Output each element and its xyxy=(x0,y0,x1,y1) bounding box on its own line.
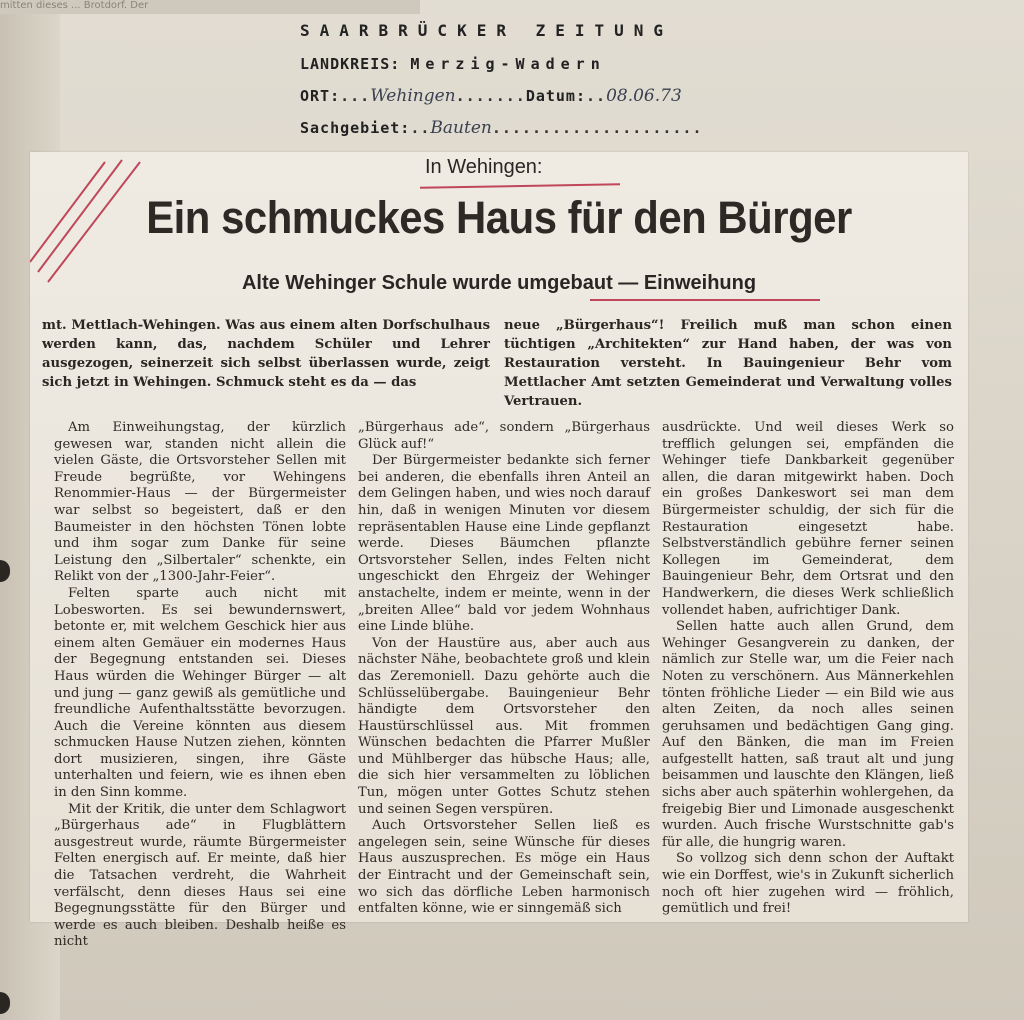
date-value: 08.06.73 xyxy=(606,86,682,106)
paragraph: Am Einweihungstag, der kürzlich gewesen war, standen nicht allein die vielen Gäste, die Ortsvorsteher Sellen mit Freude begrüßte, vor Wehingens Renommier-Haus — der Bürgermeister war selbst so begeistert, daß er den Baumeister in den höchsten Tönen lobte und ihm sogar zum Danke für seine Leistung den „Silbertaler“ schenkte, ein Relikt von der „1300-Jahr-Feier“. xyxy=(54,420,346,585)
subject-label: Sachgebiet: xyxy=(300,119,411,137)
newspaper-clipping xyxy=(30,152,968,950)
subject-row: Sachgebiet:..Bauten..................... xyxy=(300,118,703,138)
lead-left: mt. Mettlach-Wehingen. Was aus einem alten Dorfschulhaus werden kann, das, nachdem Schüler und Lehrer ausgezogen, seinerzeit sich selbst überlassen wurde, zeigt sich jetzt in Wehingen. Schmuck steht es da — das xyxy=(42,318,490,390)
place-value: Wehingen xyxy=(370,86,456,106)
paragraph: Mit der Kritik, die unter dem Schlagwort „Bürgerhaus ade“ in Flugblättern ausgestreut wurde, räumte Bürgermeister Felten energisch auf. Er meinte, daß hier die Tatsachen verdreht, die Wahrheit verfälscht, denn dieses Haus sei eine Begegnungsstätte für den Bürger und werde es auch bleiben. Deshalb heiße es nicht xyxy=(54,801,346,950)
newspaper-name: SAARBRÜCKER ZEITUNG xyxy=(300,21,674,40)
district-row xyxy=(300,48,820,80)
column-1 xyxy=(54,420,346,950)
paragraph: Felten sparte auch nicht mit Lobesworten. Es sei bewundernswert, betonte er, mit welchem Geschick hier aus einem alten Gemäuer ein modernes Haus der Begegnung entstanden sei. Dieses Haus würden die Wehinger Bürger — alt und jung — ganz gewiß als gemütliche und freundliche Aufenthaltsstätte bevorzugen. Auch die Vereine könnten aus diesem schmucken Hause Nutzen ziehen, könnten dort musizieren, singen, ihre Gäste unterhalten und feiern, wie es ihnen eben in den Sinn komme. xyxy=(54,585,346,801)
column-2 xyxy=(358,420,650,915)
lead-right: neue „Bürgerhaus“! Freilich muß man schon einen tüchtigen „Architekten“ zur Hand haben, der was von Restauration versteht. In Bauingenieur Behr vom Mettlacher Amt setzten Gemeinderat und Verwaltung volles Vertrauen. xyxy=(504,318,952,409)
paragraph: Der Bürgermeister bedankte sich ferner bei anderen, die ebenfalls ihren Anteil an dem Gelingen haben, und wies noch darauf hin, daß in wenigen Minuten vor diesem repräsentablen Hause eine Linde gepflanzt werde. Dieses Bäumchen pflanzte Ortsvorsteher Sellen, indes Felten nicht ungeschickt den Ehrgeiz der Wehinger anstachelte, indem er meinte, wenn in der „breiten Allee“ bald vor jedem Wohnhaus eine Linde blühe. xyxy=(358,453,650,635)
district-value: Merzig-Wadern xyxy=(410,55,606,73)
paragraph: „Bürgerhaus ade“, sondern „Bürgerhaus Glück auf!“ xyxy=(358,420,650,452)
paragraph: Von der Haustüre aus, aber auch aus nächster Nähe, beobachtete groß und klein das Zeremoniell. Dazu gehörte auch die Schlüsselübergabe. Bauingenieur Behr händigte dem Ortsvorsteher den Haustürschlüssel aus. Mit frommen Wünschen bedachten die Pfarrer Mußler und Mühlberger das hübsche Haus; alle, die sich hier versammelten zu löblichen Tun, mögen unter Gottes Schutz stehen und seinen Segen verspüren. xyxy=(358,635,650,817)
article-subheadline: Alte Wehinger Schule wurde umgebaut — Einweihung xyxy=(241,272,757,294)
previous-clipping-strip: mitten dieses ... Brotdorf. Der xyxy=(0,0,420,14)
article-body xyxy=(54,420,954,950)
place-date-row: ORT:...Wehingen.......Datum:..08.06.73 xyxy=(300,86,682,106)
date-label: Datum: xyxy=(525,87,586,105)
red-underline-icon xyxy=(420,183,620,188)
paragraph: Auch Ortsvorsteher Sellen ließ es angelegen sein, seine Wünsche für dieses Haus auszusprechen. Es möge ein Haus der Eintracht und der Gemeinschaft sein, wo sich das dörfliche Leben harmonisch entfalten könne, wie er sinngemäß sich xyxy=(358,818,650,917)
archive-stamp xyxy=(300,14,820,144)
red-underline-icon xyxy=(590,299,820,301)
column-3 xyxy=(662,420,954,915)
district-label: LANDKREIS: xyxy=(300,55,401,73)
paragraph: ausdrückte. Und weil dieses Werk so trefflich gelungen sei, empfänden die Wehinger tiefe Dankbarkeit gegenüber allen, die daran mitgewirkt haben. Doch ein großes Dankeswort sei man dem Bürgermeister schuldig, der sich für die Restauration eingesetzt habe. Selbstverständlich gebühre ferner seinen Kollegen im Gemeinderat, dem Bauingenieur Behr, dem Ortsrat und den Handwerkern, die dieses Werk schließlich vollendet haben, aufrichtiger Dank. xyxy=(662,420,954,618)
article-headline: Ein schmuckes Haus für den Bürger xyxy=(146,192,852,243)
place-label: ORT: xyxy=(300,87,341,105)
article-lead xyxy=(42,316,952,411)
article-kicker: In Wehingen: xyxy=(425,156,543,178)
paragraph: Sellen hatte auch allen Grund, dem Wehinger Gesangverein zu danken, der nämlich zur Stelle war, um die Feier nach Noten zu verschönern. Aus Männerkehlen tönten fröhliche Lieder — ein Bild wie aus alten Zeiten, da noch alles seinen geruhsamen und bedächtigen Gang ging. Auf den Bänken, die man im Freien aufgestellt hatten, saß traut alt und jung beisammen und lauschte den Klängen, ließ sichs aber auch späterhin wohlergehen, da freigebig Bier und Limonade ausgeschenkt wurden. Auch frische Wurstschnitte gab's für alle, die hungrig waren. xyxy=(662,619,954,850)
paragraph: So vollzog sich denn schon der Auftakt wie ein Dorffest, wie's in Zukunft sicherlich noch oft hier zugehen wird — fröhlich, gemütlich und frei! xyxy=(662,851,954,917)
subject-value: Bauten xyxy=(430,118,492,138)
